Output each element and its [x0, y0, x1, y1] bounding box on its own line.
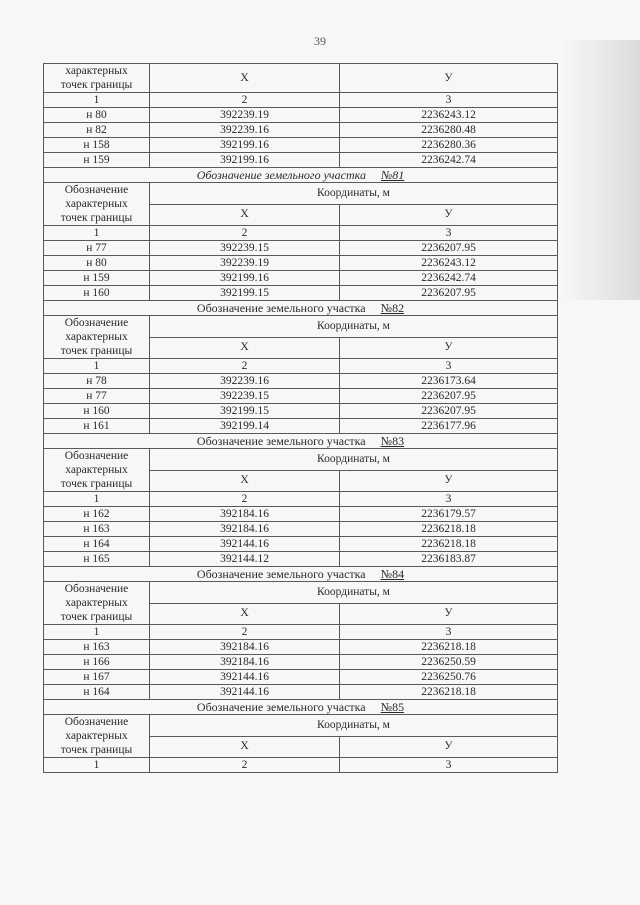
header-row: [44, 316, 558, 338]
section-title-row: [44, 700, 558, 715]
y-cell: 2236218.18: [340, 685, 558, 700]
x-cell: 392184.16: [150, 507, 340, 522]
index-cell: 1: [44, 226, 150, 241]
y-cell: 2236280.48: [340, 123, 558, 138]
index-row: [44, 625, 558, 640]
header-row: [44, 64, 558, 93]
y-cell: 2236250.76: [340, 670, 558, 685]
header-line: точек границы: [60, 345, 133, 357]
table-row: [44, 640, 558, 655]
point-cell: н 80: [44, 256, 150, 271]
header-line: точек границы: [60, 212, 133, 224]
index-cell: 1: [44, 93, 150, 108]
x-cell: 392184.16: [150, 522, 340, 537]
index-cell: 2: [150, 226, 340, 241]
index-cell: 3: [340, 359, 558, 374]
y-cell: 2236242.74: [340, 153, 558, 168]
header-line: Обозначение: [64, 184, 129, 196]
point-cell: н 158: [44, 138, 150, 153]
index-row: [44, 492, 558, 507]
column-y-header: У: [340, 603, 558, 625]
index-cell: 1: [44, 492, 150, 507]
x-cell: 392144.16: [150, 537, 340, 552]
point-cell: н 160: [44, 286, 150, 301]
header-line: характерных: [65, 198, 128, 210]
header-line: характерных: [65, 464, 128, 476]
index-cell: 2: [150, 625, 340, 640]
index-cell: 1: [44, 758, 150, 773]
index-cell: 3: [340, 226, 558, 241]
header-line: характерных: [65, 597, 128, 609]
table-row: [44, 552, 558, 567]
x-cell: 392144.16: [150, 670, 340, 685]
header-name-cell: [44, 64, 150, 93]
header-line: точек границы: [60, 79, 133, 91]
index-cell: 1: [44, 359, 150, 374]
header-row: [44, 715, 558, 737]
point-cell: н 78: [44, 374, 150, 389]
index-cell: 3: [340, 492, 558, 507]
section-number: №83: [380, 433, 405, 448]
column-x-header: Х: [150, 64, 340, 93]
point-cell: н 159: [44, 271, 150, 286]
table-row: [44, 108, 558, 123]
index-row: [44, 93, 558, 108]
x-cell: 392199.15: [150, 404, 340, 419]
table-row: [44, 271, 558, 286]
header-line: характерных: [65, 65, 128, 77]
table-row: [44, 241, 558, 256]
x-cell: 392239.19: [150, 256, 340, 271]
table-row: [44, 419, 558, 434]
table-row: [44, 685, 558, 700]
scan-shadow: [560, 40, 640, 300]
y-cell: 2236243.12: [340, 256, 558, 271]
y-cell: 2236207.95: [340, 389, 558, 404]
point-cell: н 162: [44, 507, 150, 522]
table-row: [44, 138, 558, 153]
header-name-cell: [44, 449, 150, 492]
section-title-row: [44, 168, 558, 183]
section-title: [44, 434, 558, 449]
x-cell: 392239.15: [150, 389, 340, 404]
x-cell: 392184.16: [150, 640, 340, 655]
header-line: Обозначение: [64, 450, 129, 462]
y-cell: 2236243.12: [340, 108, 558, 123]
point-cell: н 164: [44, 685, 150, 700]
coordinates-header: Координаты, м: [150, 582, 558, 604]
table-row: [44, 123, 558, 138]
point-cell: н 164: [44, 537, 150, 552]
column-y-header: У: [340, 337, 558, 359]
section-title: [44, 301, 558, 316]
section-label: Обозначение земельного участка: [196, 699, 366, 714]
x-cell: 392144.16: [150, 685, 340, 700]
section-title: [44, 567, 558, 582]
table-row: [44, 655, 558, 670]
coordinates-table: [43, 63, 558, 773]
x-cell: 392144.12: [150, 552, 340, 567]
point-cell: н 82: [44, 123, 150, 138]
point-cell: н 165: [44, 552, 150, 567]
column-x-header: Х: [150, 736, 340, 758]
coordinates-header: Координаты, м: [150, 183, 558, 205]
header-line: точек границы: [60, 478, 133, 490]
header-name-cell: [44, 582, 150, 625]
index-cell: 2: [150, 492, 340, 507]
x-cell: 392239.15: [150, 241, 340, 256]
x-cell: 392199.14: [150, 419, 340, 434]
section-label: Обозначение земельного участка: [196, 566, 366, 581]
y-cell: 2236242.74: [340, 271, 558, 286]
y-cell: 2236218.18: [340, 522, 558, 537]
index-cell: 3: [340, 625, 558, 640]
y-cell: 2236280.36: [340, 138, 558, 153]
header-name-cell: [44, 316, 150, 359]
header-row: [44, 582, 558, 604]
index-row: [44, 226, 558, 241]
section-title: [44, 168, 558, 183]
index-cell: 3: [340, 758, 558, 773]
header-name-cell: [44, 183, 150, 226]
index-cell: 2: [150, 93, 340, 108]
coordinates-header: Координаты, м: [150, 715, 558, 737]
section-number: №82: [380, 300, 405, 315]
section-title-row: [44, 434, 558, 449]
header-line: характерных: [65, 730, 128, 742]
x-cell: 392199.15: [150, 286, 340, 301]
section-number: №81: [380, 167, 405, 182]
table-row: [44, 286, 558, 301]
column-x-header: Х: [150, 470, 340, 492]
header-name-cell: [44, 715, 150, 758]
table-row: [44, 522, 558, 537]
section-title: [44, 700, 558, 715]
y-cell: 2236207.95: [340, 286, 558, 301]
table-row: [44, 389, 558, 404]
y-cell: 2236173.64: [340, 374, 558, 389]
section-label: Обозначение земельного участка: [196, 300, 366, 315]
point-cell: н 77: [44, 389, 150, 404]
header-line: Обозначение: [64, 583, 129, 595]
point-cell: н 80: [44, 108, 150, 123]
x-cell: 392199.16: [150, 153, 340, 168]
table-row: [44, 670, 558, 685]
column-x-header: Х: [150, 204, 340, 226]
point-cell: н 167: [44, 670, 150, 685]
column-y-header: У: [340, 736, 558, 758]
index-row: [44, 758, 558, 773]
section-number: №84: [380, 566, 405, 581]
x-cell: 392199.16: [150, 138, 340, 153]
point-cell: н 159: [44, 153, 150, 168]
point-cell: н 160: [44, 404, 150, 419]
header-line: Обозначение: [64, 317, 129, 329]
x-cell: 392184.16: [150, 655, 340, 670]
point-cell: н 163: [44, 640, 150, 655]
index-cell: 3: [340, 93, 558, 108]
y-cell: 2236179.57: [340, 507, 558, 522]
header-line: характерных: [65, 331, 128, 343]
x-cell: 392239.16: [150, 374, 340, 389]
table-row: [44, 153, 558, 168]
table-row: [44, 374, 558, 389]
section-title-row: [44, 567, 558, 582]
column-y-header: У: [340, 64, 558, 93]
y-cell: 2236218.18: [340, 640, 558, 655]
column-y-header: У: [340, 470, 558, 492]
point-cell: н 166: [44, 655, 150, 670]
header-row: [44, 183, 558, 205]
y-cell: 2236207.95: [340, 404, 558, 419]
header-line: Обозначение: [64, 716, 129, 728]
column-x-header: Х: [150, 603, 340, 625]
coordinates-header: Координаты, м: [150, 316, 558, 338]
index-row: [44, 359, 558, 374]
section-label: Обозначение земельного участка: [196, 167, 366, 182]
page-number: 39: [314, 34, 326, 48]
coordinates-header: Координаты, м: [150, 449, 558, 471]
index-cell: 2: [150, 758, 340, 773]
table-row: [44, 537, 558, 552]
header-line: точек границы: [60, 611, 133, 623]
column-x-header: Х: [150, 337, 340, 359]
x-cell: 392199.16: [150, 271, 340, 286]
point-cell: н 163: [44, 522, 150, 537]
point-cell: н 77: [44, 241, 150, 256]
section-label: Обозначение земельного участка: [196, 433, 366, 448]
x-cell: 392239.19: [150, 108, 340, 123]
table-row: [44, 507, 558, 522]
index-cell: 2: [150, 359, 340, 374]
column-y-header: У: [340, 204, 558, 226]
table-row: [44, 404, 558, 419]
index-cell: 1: [44, 625, 150, 640]
y-cell: 2236177.96: [340, 419, 558, 434]
x-cell: 392239.16: [150, 123, 340, 138]
header-line: точек границы: [60, 744, 133, 756]
header-row: [44, 449, 558, 471]
section-number: №85: [380, 699, 405, 714]
point-cell: н 161: [44, 419, 150, 434]
section-title-row: [44, 301, 558, 316]
table-row: [44, 256, 558, 271]
y-cell: 2236207.95: [340, 241, 558, 256]
y-cell: 2236183.87: [340, 552, 558, 567]
y-cell: 2236218.18: [340, 537, 558, 552]
y-cell: 2236250.59: [340, 655, 558, 670]
